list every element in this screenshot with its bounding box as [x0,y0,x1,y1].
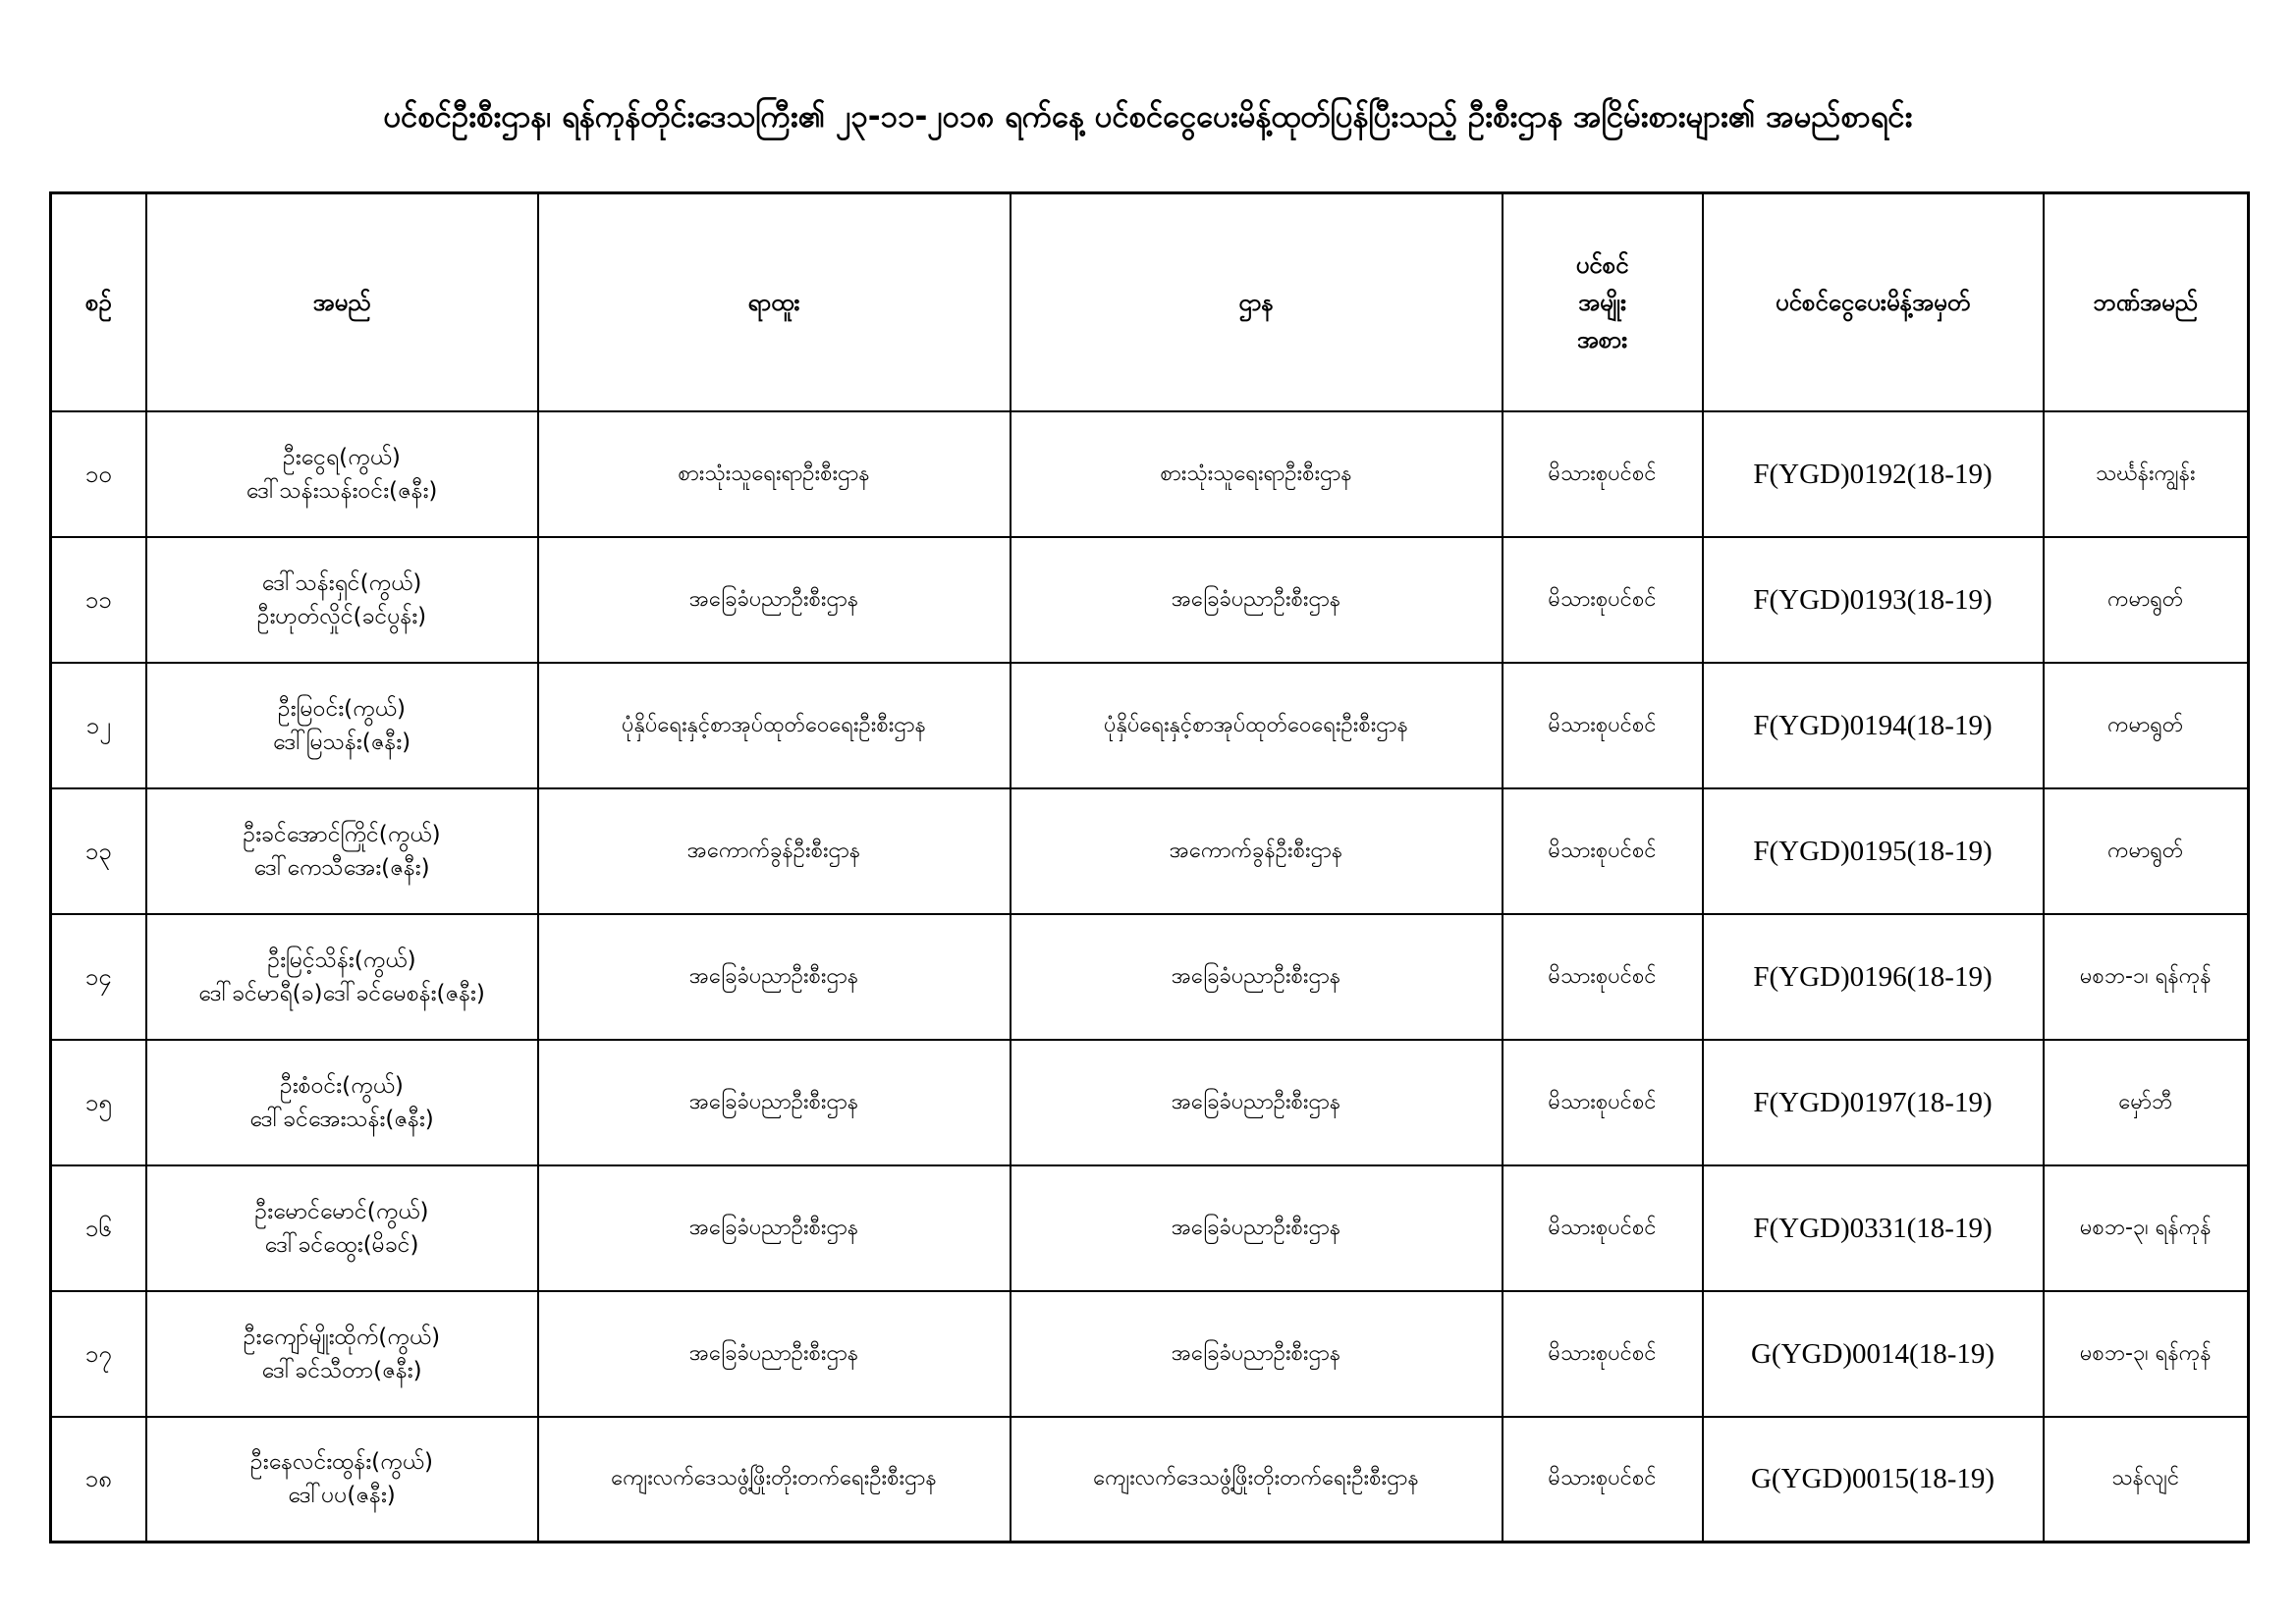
deceased-name: ဒေါ်သန်းရှင်(ကွယ်) [261,569,422,596]
table-row [51,1417,2249,1543]
header-department: ဌာန [1011,193,1503,411]
deceased-name: ဦးမြဝင်း(ကွယ်) [278,695,406,722]
recipient-name: ဒေါ်ခင်ထွေး(မိခင်) [264,1231,419,1258]
recipient-name: ဒေါ်ခင်မာရီ(ခ)ဒေါ်ခင်မေစန်း(ဇနီး) [198,980,485,1006]
deceased-name: ဦးစံဝင်း(ကွယ်) [280,1072,404,1099]
name-cell [146,1040,538,1165]
name-cell [146,914,538,1040]
department-cell: စားသုံးသူရေးရာဦးစီးဌာန [1011,411,1503,537]
pension-number-cell: G(YGD)0014(18-19) [1703,1291,2044,1417]
position-cell: အခြေခံပညာဦးစီးဌာန [538,537,1011,663]
deceased-name: ဦးကျော်မျိုးထိုက်(ကွယ်) [243,1324,441,1350]
bank-name-cell: သန်လျင် [2044,1417,2249,1543]
table-row [51,1040,2249,1165]
header-pension-type [1503,193,1703,411]
pension-type-cell: မိသားစုပင်စင် [1503,788,1703,914]
header-row [51,193,2249,411]
department-cell: အကောက်ခွန်ဦးစီးဌာန [1011,788,1503,914]
pension-number-cell: F(YGD)0197(18-19) [1703,1040,2044,1165]
bank-name-cell: မစဘ-၁၊ ရန်ကုန် [2044,914,2249,1040]
pension-type-cell: မိသားစုပင်စင် [1503,1040,1703,1165]
header-pension-type-line: ပင်စင် [1575,250,1629,279]
bank-name-cell: ကမာရွတ် [2044,537,2249,663]
position-cell: ကျေးလက်ဒေသဖွံ့ဖြိုးတိုးတက်ရေးဦးစီးဌာန [538,1417,1011,1543]
serial-number-cell: ၁၅ [51,1040,146,1165]
recipient-name: ဒေါ်ကေသီအေး(ဇနီး) [253,854,430,881]
pension-type-cell: မိသားစုပင်စင် [1503,914,1703,1040]
department-cell: အခြေခံပညာဦးစီးဌာန [1011,1040,1503,1165]
table-body [51,411,2249,1543]
serial-number-cell: ၁၁ [51,537,146,663]
pension-number-cell: F(YGD)0194(18-19) [1703,663,2044,788]
recipient-name: ဒေါ်မြသန်း(ဇနီး) [272,729,411,755]
name-cell [146,537,538,663]
serial-number-cell: ၁၆ [51,1165,146,1291]
deceased-name: ဦးနေလင်းထွန်း(ကွယ်) [250,1449,433,1476]
department-cell: ပုံနှိပ်ရေးနှင့်စာအုပ်ထုတ်ဝေရေးဦးစီးဌာန [1011,663,1503,788]
recipient-name: ဦးဟုတ်လှိုင်(ခင်ပွန်း) [256,603,427,629]
position-cell: စားသုံးသူရေးရာဦးစီးဌာန [538,411,1011,537]
table-row [51,1291,2249,1417]
department-cell: အခြေခံပညာဦးစီးဌာန [1011,914,1503,1040]
bank-name-cell: သင်္ဃန်းကျွန်း [2044,411,2249,537]
header-serial: စဥ် [51,193,146,411]
pension-number-cell: F(YGD)0193(18-19) [1703,537,2044,663]
pension-number-cell: F(YGD)0196(18-19) [1703,914,2044,1040]
department-cell: ကျေးလက်ဒေသဖွံ့ဖြိုးတိုးတက်ရေးဦးစီးဌာန [1011,1417,1503,1543]
serial-number-cell: ၁၈ [51,1417,146,1543]
recipient-name: ဒေါ်ခင်သီတာ(ဇနီး) [261,1357,422,1383]
bank-name-cell: မစဘ-၃၊ ရန်ကုန် [2044,1291,2249,1417]
department-cell: အခြေခံပညာဦးစီးဌာန [1011,537,1503,663]
deceased-name: ဦးခင်အောင်ကြိုင်(ကွယ်) [243,821,441,847]
position-cell: အခြေခံပညာဦးစီးဌာန [538,914,1011,1040]
pension-number-cell: F(YGD)0195(18-19) [1703,788,2044,914]
position-cell: အကောက်ခွန်ဦးစီးဌာန [538,788,1011,914]
table-row [51,537,2249,663]
deceased-name: ဦးမောင်မောင်(ကွယ်) [254,1198,429,1224]
document-title: ပင်စင်ဦးစီးဌာန၊ ရန်ကုန်တိုင်းဒေသကြီး၏ ၂၃-၁၁-၂၀၁၈ ရက်နေ့ ပင်စင်ငွေပေးမိန့်ထုတ်ပြန်ပြီးသည့် ဦးစီးဌာန အငြိမ်းစားများ၏ အမည်စာရင်း [383,99,1913,135]
pension-type-cell: မိသားစုပင်စင် [1503,1291,1703,1417]
serial-number-cell: ၁၂ [51,663,146,788]
pension-number-cell: F(YGD)0331(18-19) [1703,1165,2044,1291]
serial-number-cell: ၁၀ [51,411,146,537]
recipient-name: ဒေါ်သန်းသန်းဝင်း(ဇနီး) [246,477,438,504]
recipient-name: ဒေါ်ပပ(ဇနီး) [288,1483,396,1509]
name-cell [146,788,538,914]
department-cell: အခြေခံပညာဦးစီးဌာန [1011,1291,1503,1417]
pension-type-cell: မိသားစုပင်စင် [1503,411,1703,537]
bank-name-cell: မှော်ဘီ [2044,1040,2249,1165]
pension-number-cell: F(YGD)0192(18-19) [1703,411,2044,537]
header-pension-type-line: အစား [1576,325,1628,353]
serial-number-cell: ၁၄ [51,914,146,1040]
table-row [51,914,2249,1040]
serial-number-cell: ၁၇ [51,1291,146,1417]
deceased-name: ဦးငွေရ(ကွယ်) [283,444,401,470]
table-header [51,193,2249,411]
name-cell [146,1165,538,1291]
header-name: အမည် [146,193,538,411]
name-cell [146,1291,538,1417]
table-row [51,411,2249,537]
header-position: ရာထူး [538,193,1011,411]
bank-name-cell: ကမာရွတ် [2044,663,2249,788]
pensioner-table [49,191,2250,1543]
header-pension-number: ပင်စင်ငွေပေးမိန့်အမှတ် [1703,193,2044,411]
position-cell: အခြေခံပညာဦးစီးဌာန [538,1040,1011,1165]
table-row [51,1165,2249,1291]
bank-name-cell: မစဘ-၃၊ ရန်ကုန် [2044,1165,2249,1291]
serial-number-cell: ၁၃ [51,788,146,914]
name-cell [146,663,538,788]
table-row [51,788,2249,914]
header-bank: ဘဏ်အမည် [2044,193,2249,411]
pension-type-cell: မိသားစုပင်စင် [1503,1417,1703,1543]
deceased-name: ဦးမြင့်သိန်း(ကွယ်) [267,947,416,973]
pension-type-cell: မိသားစုပင်စင် [1503,537,1703,663]
pension-number-cell: G(YGD)0015(18-19) [1703,1417,2044,1543]
pension-type-cell: မိသားစုပင်စင် [1503,663,1703,788]
department-cell: အခြေခံပညာဦးစီးဌာန [1011,1165,1503,1291]
position-cell: အခြေခံပညာဦးစီးဌာန [538,1165,1011,1291]
name-cell [146,411,538,537]
header-pension-type-line: အမျိုး [1577,288,1627,316]
table-row [51,663,2249,788]
pension-type-cell: မိသားစုပင်စင် [1503,1165,1703,1291]
position-cell: ပုံနှိပ်ရေးနှင့်စာအုပ်ထုတ်ဝေရေးဦးစီးဌာန [538,663,1011,788]
name-cell [146,1417,538,1543]
recipient-name: ဒေါ်ခင်အေးသန်း(ဇနီး) [249,1106,434,1132]
bank-name-cell: ကမာရွတ် [2044,788,2249,914]
position-cell: အခြေခံပညာဦးစီးဌာန [538,1291,1011,1417]
